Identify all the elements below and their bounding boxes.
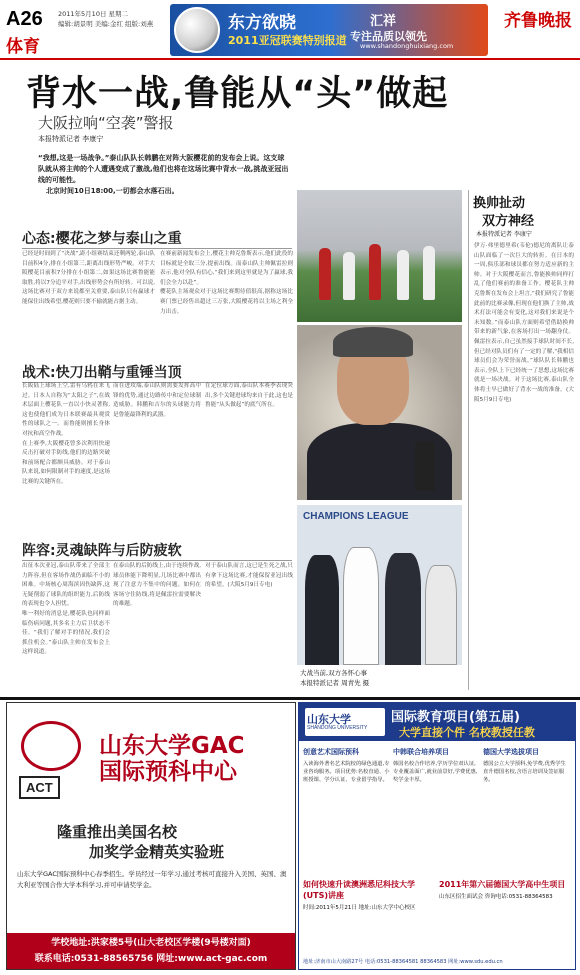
article-column [113, 382, 201, 532]
player-figure [369, 244, 381, 300]
player-figure [423, 246, 435, 300]
logo-cn: 山东大学 [307, 713, 351, 726]
football-icon [174, 7, 220, 53]
article-column [113, 562, 201, 692]
paragraph: 出征本次亚冠,泰山队带来了全部主力阵容,但在客场作战仍面临不小的困难。中场核心周海滨因伤缺阵,这无疑削弱了球队的组织能力,后防线的表现也令人担忧。 [22, 563, 110, 608]
advertisement-sdu [298, 702, 576, 970]
article-column [205, 562, 293, 692]
coach-portrait-photo [297, 325, 462, 500]
event-title: 如何快速升读澳洲悉尼科技大学(UTS)讲座 [303, 880, 415, 900]
program-text: 入读海外著名艺术院校的绿色通道,专业咨询服务。项目优势:名校直通、小班授课、学分认证、专业留学指导。 [303, 761, 390, 784]
section-banner [170, 4, 488, 56]
paragraph: 在上赛季,大阪樱花曾多次利用快速反击打破对手防线,他们的边路突破和前场配合都颇具威胁。对于泰山队来说,如何限制对手的速度,是这场比赛的关键所在。 [22, 440, 110, 485]
person-figure [343, 547, 379, 665]
section-heading-mindset: 心态:樱花之梦与泰山之重 [22, 228, 292, 249]
paragraph: 长阪陆上球场上空,雷有乌鸦在来飞过。日本人自称为“太阳之子”,在战术层面上樱花队一直以小快灵著称,这也使他们成为日本联赛最具观赏性的球队之一。而鲁能则擅长身体对抗和高空作战。 [22, 383, 110, 437]
sidebar-article [474, 242, 574, 682]
ad-subtitle: 大学直接个件 名校教授任教 [399, 726, 535, 739]
photo-caption [300, 668, 470, 688]
article-column [22, 382, 110, 532]
ad-phone: 联系电话:0531-88565756 网址:www.act-gac.com [34, 954, 268, 964]
ad-header [299, 703, 575, 741]
paragraph: 唯一利好的消息是,樱花队也同样面临伤病问题,其多名主力后卫状态不佳。“我们了解对手的情况,我们会抓住机会。”泰山队主帅在发布会上这样说道。 [22, 610, 110, 656]
paragraph: 而在进攻端,泰山队则需要发挥高中锋的优势,通过边路传中和定位球制造威胁。韩鹏和吉尔的头球能力将是鲁能最锋利的武器。 [113, 383, 201, 418]
event-text: 时间:2011年5月21日 地址:山东大学中心校区 [303, 905, 416, 911]
player-figure [397, 250, 409, 300]
coach-hair [333, 327, 413, 357]
act-logo: ACT [19, 776, 60, 799]
newspaper-name: 齐鲁晚报 [504, 11, 572, 31]
player-figure [343, 252, 355, 300]
ad-title-2: 国际预科中心 [99, 759, 237, 785]
ad-body: 山东大学GAC国际预科中心春季招生。学员经过一年学习,通过考核可直接升入美国、英国、澳大利亚等国合作大学本科学习,并可申请奖学金。 [17, 870, 287, 889]
page-number: A26 [6, 8, 43, 30]
program-columns [303, 747, 571, 877]
paragraph: 对于泰山队而言,这已是生死之战,只有拿下这场比赛,才能保留亚冠出线的希望。(大阪5月9日专电) [205, 563, 293, 589]
masthead [0, 0, 580, 60]
ad-contact-bar [7, 933, 295, 969]
ad-footer: 地址:济南市山大南路27号 电话:0531-88364581 88364583 网址:www.sdu.edu.cn [303, 959, 503, 965]
article-column [205, 382, 293, 532]
edition-date: 2011年5月10日 星期二 [58, 10, 129, 18]
edition-meta [58, 9, 168, 29]
program-text: 德国公立大学预科,免学费,优秀学生直升德国名校,含语言培训及签证服务。 [483, 761, 566, 784]
program-text: 韩国名校合作培养,学历学位双认证,专业覆盖面广,就业前景好,学费优惠,奖学金丰厚。 [393, 761, 478, 784]
byline: 本报特派记者 李康宁 [38, 135, 104, 143]
event-notice [439, 879, 571, 965]
article-column [160, 250, 293, 350]
sidebar-headline-line2: 双方神经 [482, 214, 535, 229]
column-divider [468, 190, 469, 690]
paragraph: 已经是时间到了“决战”,距小组赛结束还剩两轮,泰山队目前积4分,排在小组第三,距离出线形势严峻。对手大阪樱花目前积7分排在小组第二,如果这场比赛鲁能能取胜,将以7分追平对手,出线形势会有所好转。可以说,这场比赛对于双方来说都至关重要,泰山队只有赢球才能保住出线希望,樱花则只要不输就能占据主动。 [22, 251, 155, 305]
press-conference-photo [297, 505, 462, 665]
microphone-icon [415, 441, 435, 491]
edition-staff: 编辑:胡景明 美编:金红 组版:刘燕 [58, 20, 154, 28]
event-title: 2011年第六届德国大学高中生项目 [439, 880, 566, 889]
banner-subtitle: 2011亚冠联赛特别报道 [228, 34, 347, 47]
program-title: 中韩联合培养项目 [393, 748, 449, 756]
paragraph: 在赛前新闻发布会上,樱花主帅克鲁斯表示,他们此役的目标就是全取三分,提前出线。而泰山队主帅佩雷拉则表示,他对全队有信心,“我们来到这里就是为了赢球,我们会全力以赴”。 [160, 251, 293, 286]
sidebar-byline: 本报特派记者 李康宁 [476, 231, 532, 238]
program-column [303, 747, 391, 877]
paragraph: 在定位球方面,泰山队本赛季表现突出,多个关键进球均来自于此,这也是鲁能“从头做起”的底气所在。 [205, 383, 293, 409]
event-notices [303, 879, 571, 965]
section-heading-lineup: 阵容:灵魂缺阵与后防疲软 [22, 540, 292, 561]
logo-en: SHANDONG UNIVERSITY [307, 725, 368, 731]
sidebar-headline-line1: 换帅扯动 [473, 196, 526, 211]
main-headline: 背水一战,鲁能从“头”做起 [26, 74, 449, 114]
program-column [483, 747, 571, 877]
program-column [393, 747, 481, 877]
university-seal-icon [21, 721, 81, 771]
lead-text: “我想,这是一场战争。”泰山队队长韩鹏在对阵大阪樱花前的发布会上说。这支球队就从将主帅的个人遭遇变成了激战,他们也将在这场比赛中背水一战,挑战亚冠出线的可能性。 [38, 154, 289, 184]
section-name: 体育 [6, 37, 40, 57]
event-text: 山东区招生面试会 咨询电话:0531-88364583 [439, 894, 553, 900]
article-column [22, 250, 155, 350]
training-photo [297, 190, 462, 322]
person-figure [425, 565, 457, 665]
paragraph: 在泰山队的后防线上,由于连续作战,球员体能下降明显,几场比赛中都出现了注意力不集中的问题。如何在客场守住防线,将是佩雷拉需要解决的难题。 [113, 563, 201, 608]
section-heading-tactics: 战术:快刀出鞘与重锤当顶 [22, 362, 292, 383]
lead-paragraph [38, 153, 290, 197]
caption-credit: 本报特派记者 周青先 摄 [300, 679, 370, 687]
caption-text: 大战当前,双方各怀心事 [300, 669, 368, 677]
program-title: 德国大学选拔项目 [483, 748, 539, 756]
ad-headline-2: 加奖学金精英实验班 [89, 843, 225, 861]
backdrop-text: CHAMPIONS LEAGUE [303, 511, 409, 522]
article-column [22, 562, 110, 692]
sdu-logo [305, 708, 385, 736]
ad-separator [0, 697, 580, 700]
sponsor-name: 汇祥 [370, 14, 397, 29]
lead-time: 北京时间10日18:00,一切都会水落石出。 [46, 187, 179, 195]
player-figure [319, 248, 331, 300]
sponsor-url: www.shandonghuixiang.com [360, 42, 454, 50]
person-figure [305, 555, 339, 665]
paragraph: 樱花队主场观众对于这场比赛期待值很高,据称这场比赛门票已经售出超过三万张,大阪樱花将以主场之利全力出击。 [160, 289, 293, 315]
event-notice [303, 879, 433, 965]
advertisement-gac [6, 702, 296, 970]
ad-headline: 隆重推出美国名校 [57, 823, 178, 841]
sponsor-slogan: 专注品质以领先 [350, 30, 427, 43]
ad-title: 国际教育项目(第五届) [391, 710, 520, 725]
paragraph: 伊万·弗里德里希(韦伦)德尼的离队让泰山队面临了一次巨大的转折。在日本的一周,俱乐部和球员都在努力适应新的主帅。对于大阪樱花而言,鲁能换帅同样打乱了他们赛前的准备工作。樱花队主帅克鲁斯在发布会上坦言,“我们研究了鲁能此前的比赛录像,但现在他们换了主帅,战术打法可能会有变化,这对我们来说是个未知数。”而泰山队方面则希望借助换帅带来的新气象,在客场打出一场翻身仗。佩雷拉表示,自己虽然接手球队时间不长,但已经对队员们有了一定的了解,“我相信球员们会为荣誉而战。”球队队长韩鹏也表示,全队上下已经统一了思想,这场比赛就是一场决战。对于这场比赛,泰山队全体将士早已做好了背水一战的准备。(大阪5月9日专电) [474, 243, 574, 403]
ad-title: 山东大学GAC [99, 733, 245, 759]
banner-title: 东方欲晓 [228, 13, 296, 33]
person-figure [385, 553, 421, 665]
ad-address: 学校地址:洪家楼5号(山大老校区学楼(9号楼对面) [51, 938, 251, 948]
subheadline: 大阪拉响“空袭”警报 [38, 114, 174, 132]
program-title: 创意艺术国际预科 [303, 748, 359, 756]
